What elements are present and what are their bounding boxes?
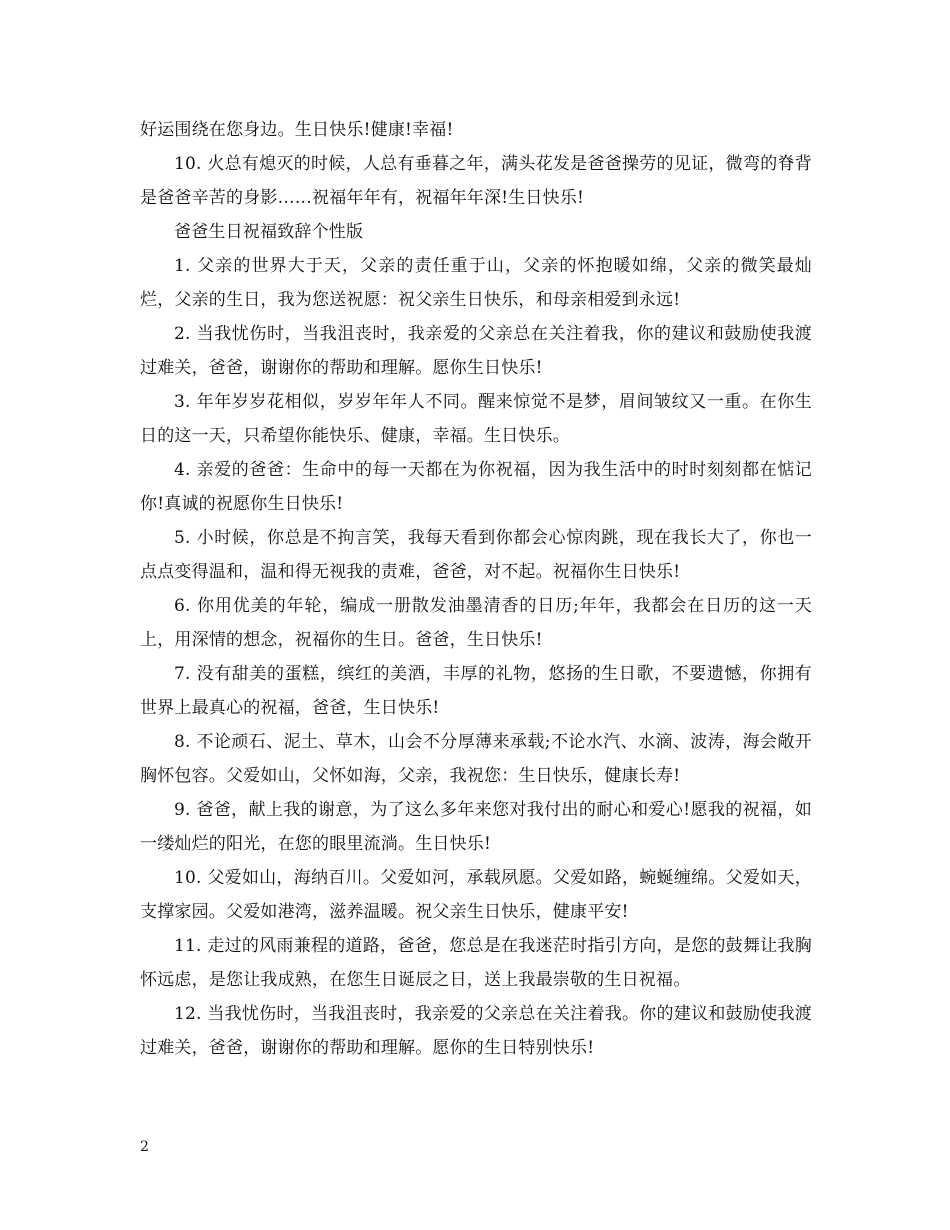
- paragraph-continued: 好运围绕在您身边。生日快乐!健康!幸福!: [140, 120, 454, 140]
- paragraph-9: 9. 爸爸，献上我的谢意，为了这么多年来您对我付出的耐心和爱心!愿我的祝福，如一缕灿烂的阳光，在您的眼里流淌。生日快乐!: [140, 800, 812, 854]
- paragraph-8: 8. 不论顽石、泥土、草木，山会不分厚薄来承载;不论水汽、水滴、波涛，海会敞开胸怀包容。父爱如山，父怀如海，父亲，我祝您：生日快乐，健康长寿!: [140, 732, 812, 786]
- paragraph-2: 2. 当我忧伤时，当我沮丧时，我亲爱的父亲总在关注着我，你的建议和鼓励使我渡过难关，爸爸，谢谢你的帮助和理解。愿你生日快乐!: [140, 324, 812, 378]
- paragraph-7: 7. 没有甜美的蛋糕，缤红的美酒，丰厚的礼物，悠扬的生日歌，不要遗憾，你拥有世界上最真心的祝福，爸爸，生日快乐!: [140, 664, 812, 718]
- paragraph-11: 11. 走过的风雨兼程的道路，爸爸，您总是在我迷茫时指引方向，是您的鼓舞让我胸怀远虑，是您让我成熟，在您生日诞辰之日，送上我最崇敬的生日祝福。: [140, 936, 812, 990]
- paragraph-4: 4. 亲爱的爸爸：生命中的每一天都在为你祝福，因为我生活中的时时刻刻都在惦记你!真诚的祝愿你生日快乐!: [140, 460, 812, 514]
- section-heading: 爸爸生日祝福致辞个性版: [174, 222, 364, 242]
- paragraph-12: 12. 当我忧伤时，当我沮丧时，我亲爱的父亲总在关注着我。你的建议和鼓励使我渡过难关，爸爸，谢谢你的帮助和理解。愿你的生日特别快乐!: [140, 1004, 812, 1058]
- paragraph-6: 6. 你用优美的年轮，编成一册散发油墨清香的日历;年年，我都会在日历的这一天上，用深情的想念，祝福你的生日。爸爸，生日快乐!: [140, 596, 812, 650]
- page-number: 2: [140, 1139, 149, 1155]
- paragraph-3: 3. 年年岁岁花相似，岁岁年年人不同。醒来惊觉不是梦，眉间皱纹又一重。在你生日的这一天，只希望你能快乐、健康，幸福。生日快乐。: [140, 392, 812, 446]
- document-body: [140, 113, 812, 1065]
- paragraph-1: 1. 父亲的世界大于天，父亲的责任重于山，父亲的怀抱暖如绵，父亲的微笑最灿烂，父亲的生日，我为您送祝愿：祝父亲生日快乐，和母亲相爱到永远!: [140, 256, 812, 310]
- paragraph-10: 10. 父爱如山，海纳百川。父爱如河，承载夙愿。父爱如路，蜿蜒缠绵。父爱如天，支撑家园。父爱如港湾，滋养温暖。祝父亲生日快乐，健康平安!: [140, 868, 812, 922]
- paragraph-5: 5. 小时候，你总是不拘言笑，我每天看到你都会心惊肉跳，现在我长大了，你也一点点变得温和，温和得无视我的责难，爸爸，对不起。祝福你生日快乐!: [140, 528, 812, 582]
- paragraph-10-fire: 10. 火总有熄灭的时候，人总有垂暮之年，满头花发是爸爸操劳的见证，微弯的脊背是爸爸辛苦的身影……祝福年年有，祝福年年深!生日快乐!: [140, 154, 812, 208]
